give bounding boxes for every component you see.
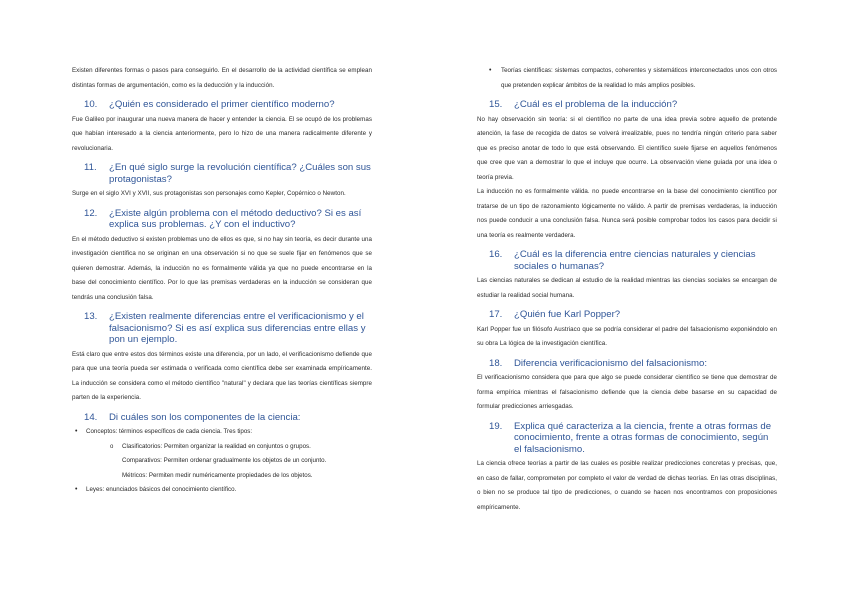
question-number: 13.	[84, 311, 98, 322]
theories-list	[477, 64, 777, 93]
list-item-text: Métricos: Permiten medir numéricamente propiedades de los objetos.	[122, 471, 313, 479]
question-title: ¿Existen realmente diferencias entre el verificacionismo y el falsacionismo? Si es así explica sus diferencias entre ellas y pon un ejemplo.	[109, 311, 366, 345]
question-number: 10.	[84, 99, 98, 110]
answer-18: El verificacionismo considera que para que algo se puede considerar científico se tiene que demostrar de forma empírica mientras el falsacionismo defiende que la ciencia debe basarse en su capacidad de formular predicciones arriesgadas.	[477, 374, 777, 410]
question-number: 11.	[84, 162, 97, 173]
question-18-heading	[477, 358, 777, 370]
left-column	[72, 64, 372, 498]
list-item	[108, 440, 372, 455]
question-title: ¿Existe algún problema con el método deductivo? Si es así explica sus problemas. ¿Y con el inductivo?	[109, 207, 362, 230]
list-item	[72, 483, 372, 498]
circle-bullet-icon: o	[110, 443, 114, 450]
question-number: 16.	[489, 249, 503, 260]
question-title: ¿Quién es considerado el primer científico moderno?	[109, 99, 335, 110]
question-title: ¿Quién fue Karl Popper?	[514, 309, 621, 320]
bullet-icon: •	[75, 486, 78, 493]
question-17-heading	[477, 309, 777, 321]
components-list	[72, 425, 372, 498]
question-13-heading	[72, 311, 372, 346]
list-item-text: Conceptos: términos específicos de cada ciencia. Tres tipos:	[86, 428, 253, 435]
question-14-heading	[72, 412, 372, 424]
answer-10: Fue Galileo por inaugurar una nueva manera de hacer y entender la ciencia. El se ocupó de los problemas que habían interesado a la ciencia anteriormente, pero lo hizo de una manera radicalmente diferente y revolucionaria.	[72, 115, 372, 152]
answer-11: Surge en el siglo XVI y XVII, sus protagonistas son personajes como Kepler, Copérnico o Newton.	[72, 190, 346, 197]
question-title: ¿Cuál es el problema de la inducción?	[514, 99, 678, 110]
question-number: 15.	[489, 99, 503, 110]
answer-15-part-2: La inducción no es formalmente válida. no puede encontrarse en la base del conocimiento científico por tratarse de un tipo de razonamiento lógicamente no válido. A partir de premisas verdaderas, la inducción nos puede conducir a una conclusión falsa. Nunca será posible comprobar todos los casos para decidir si una teoría es realmente verdadera.	[477, 188, 777, 239]
bullet-icon: •	[489, 67, 492, 74]
answer-12: En el método deductivo si existen problemas uno de ellos es que, si no hay sin teoría, es decir durante una investigación científica no se originan en una observación si no que se suele fijar en fenómenos que se quieren demostrar. Además, la inducción no es formalmente válida ya que no puede encontrarse en la base del conocimiento científico. Por lo que las premisas verdaderas en la inducción se consideran que tendrás una conclusión falsa.	[72, 235, 372, 301]
question-number: 14.	[84, 411, 98, 423]
answer-15-part-1: No hay observación sin teoría: si el científico no parte de una idea previa sobre aquello de pretende atención, la fase de recogida de datos se volverá irrealizable, pues no tendría ningún criterio para saber que es preciso anotar de todo lo que está observando. El científico suele fijarse en aquellos fenómenos que cree que van a demostrar lo que el incluye que ocurre. La observación viene guiada por una idea o teoría previa.	[477, 115, 777, 181]
list-item-text: Comparativos: Permiten ordenar gradualmente los objetos de un conjunto.	[122, 457, 327, 464]
question-16-heading	[477, 249, 777, 272]
question-title: Di cuáles son los componentes de la ciencia:	[109, 411, 301, 423]
right-column	[477, 64, 777, 515]
list-item-text: Teorías científicas: sistemas compactos, coherentes y sistemáticos interconectados unos con otros que pretenden explicar ámbitos de la realidad lo más amplios posibles.	[501, 67, 777, 89]
answer-16: Las ciencias naturales se dedican al estudio de la realidad mientras las ciencias sociales se encargan de estudiar la realidad social humana.	[477, 277, 777, 299]
list-item-text: Leyes: enunciados básicos del conocimiento científico.	[86, 486, 237, 493]
question-19-heading	[477, 421, 777, 456]
sub-list	[86, 440, 372, 484]
question-title: ¿En qué siglo surge la revolución científica? ¿Cuáles son sus protagonistas?	[109, 162, 371, 185]
question-12-heading	[72, 208, 372, 231]
list-item	[72, 425, 372, 483]
question-15-heading	[477, 99, 777, 111]
list-item	[108, 454, 372, 469]
question-11-heading	[72, 162, 372, 185]
question-title: Explica qué caracteriza a la ciencia, frente a otras formas de conocimiento, frente a otras formas de conocimiento, según el falsacionismo.	[514, 420, 772, 455]
question-number: 19.	[489, 420, 503, 432]
question-10-heading	[72, 99, 372, 111]
answer-13: Está claro que entre estos dos términos existe una diferencia, por un lado, el verificacionismo defiende que para que una teoría pueda ser estimada o verificada como científica debe ser examinada empíricamente. La inducción se considera como el método científico "natural" y declara que las teorías científicas siempre parten de la experiencia.	[72, 350, 372, 401]
list-item	[477, 64, 777, 93]
question-number: 17.	[489, 309, 503, 320]
question-number: 12.	[84, 207, 98, 219]
question-number: 18.	[489, 357, 503, 369]
list-item	[108, 469, 372, 484]
question-title: ¿Cuál es la diferencia entre ciencias naturales y ciencias sociales o humanas?	[514, 249, 756, 272]
question-title: Diferencia verificacionismo del falsacionismo:	[514, 357, 708, 369]
bullet-icon: •	[75, 428, 78, 435]
answer-19: La ciencia ofrece teorías a partir de las cuales es posible realizar predicciones concretas y precisas, que, en caso de fallar, comprometen por completo el valor de verdad de dichas teorías. En las otras disciplinas, o bien no se produce tal tipo de predicciones, o cuando se hacen nos encontramos con proposiciones empíricamente.	[477, 460, 777, 511]
answer-17: Karl Popper fue un filósofo Austriaco que se podría considerar el padre del falsacionismo exponiéndolo en su obra La lógica de la investigación científica.	[477, 325, 777, 347]
intro-paragraph: Existen diferentes formas o pasos para conseguirlo. En el desarrollo de la actividad científica se emplean distintas formas de argumentación, como es la deducción y la inducción.	[72, 67, 372, 89]
list-item-text: Clasificatorios: Permiten organizar la realidad en conjuntos o grupos.	[122, 442, 311, 450]
